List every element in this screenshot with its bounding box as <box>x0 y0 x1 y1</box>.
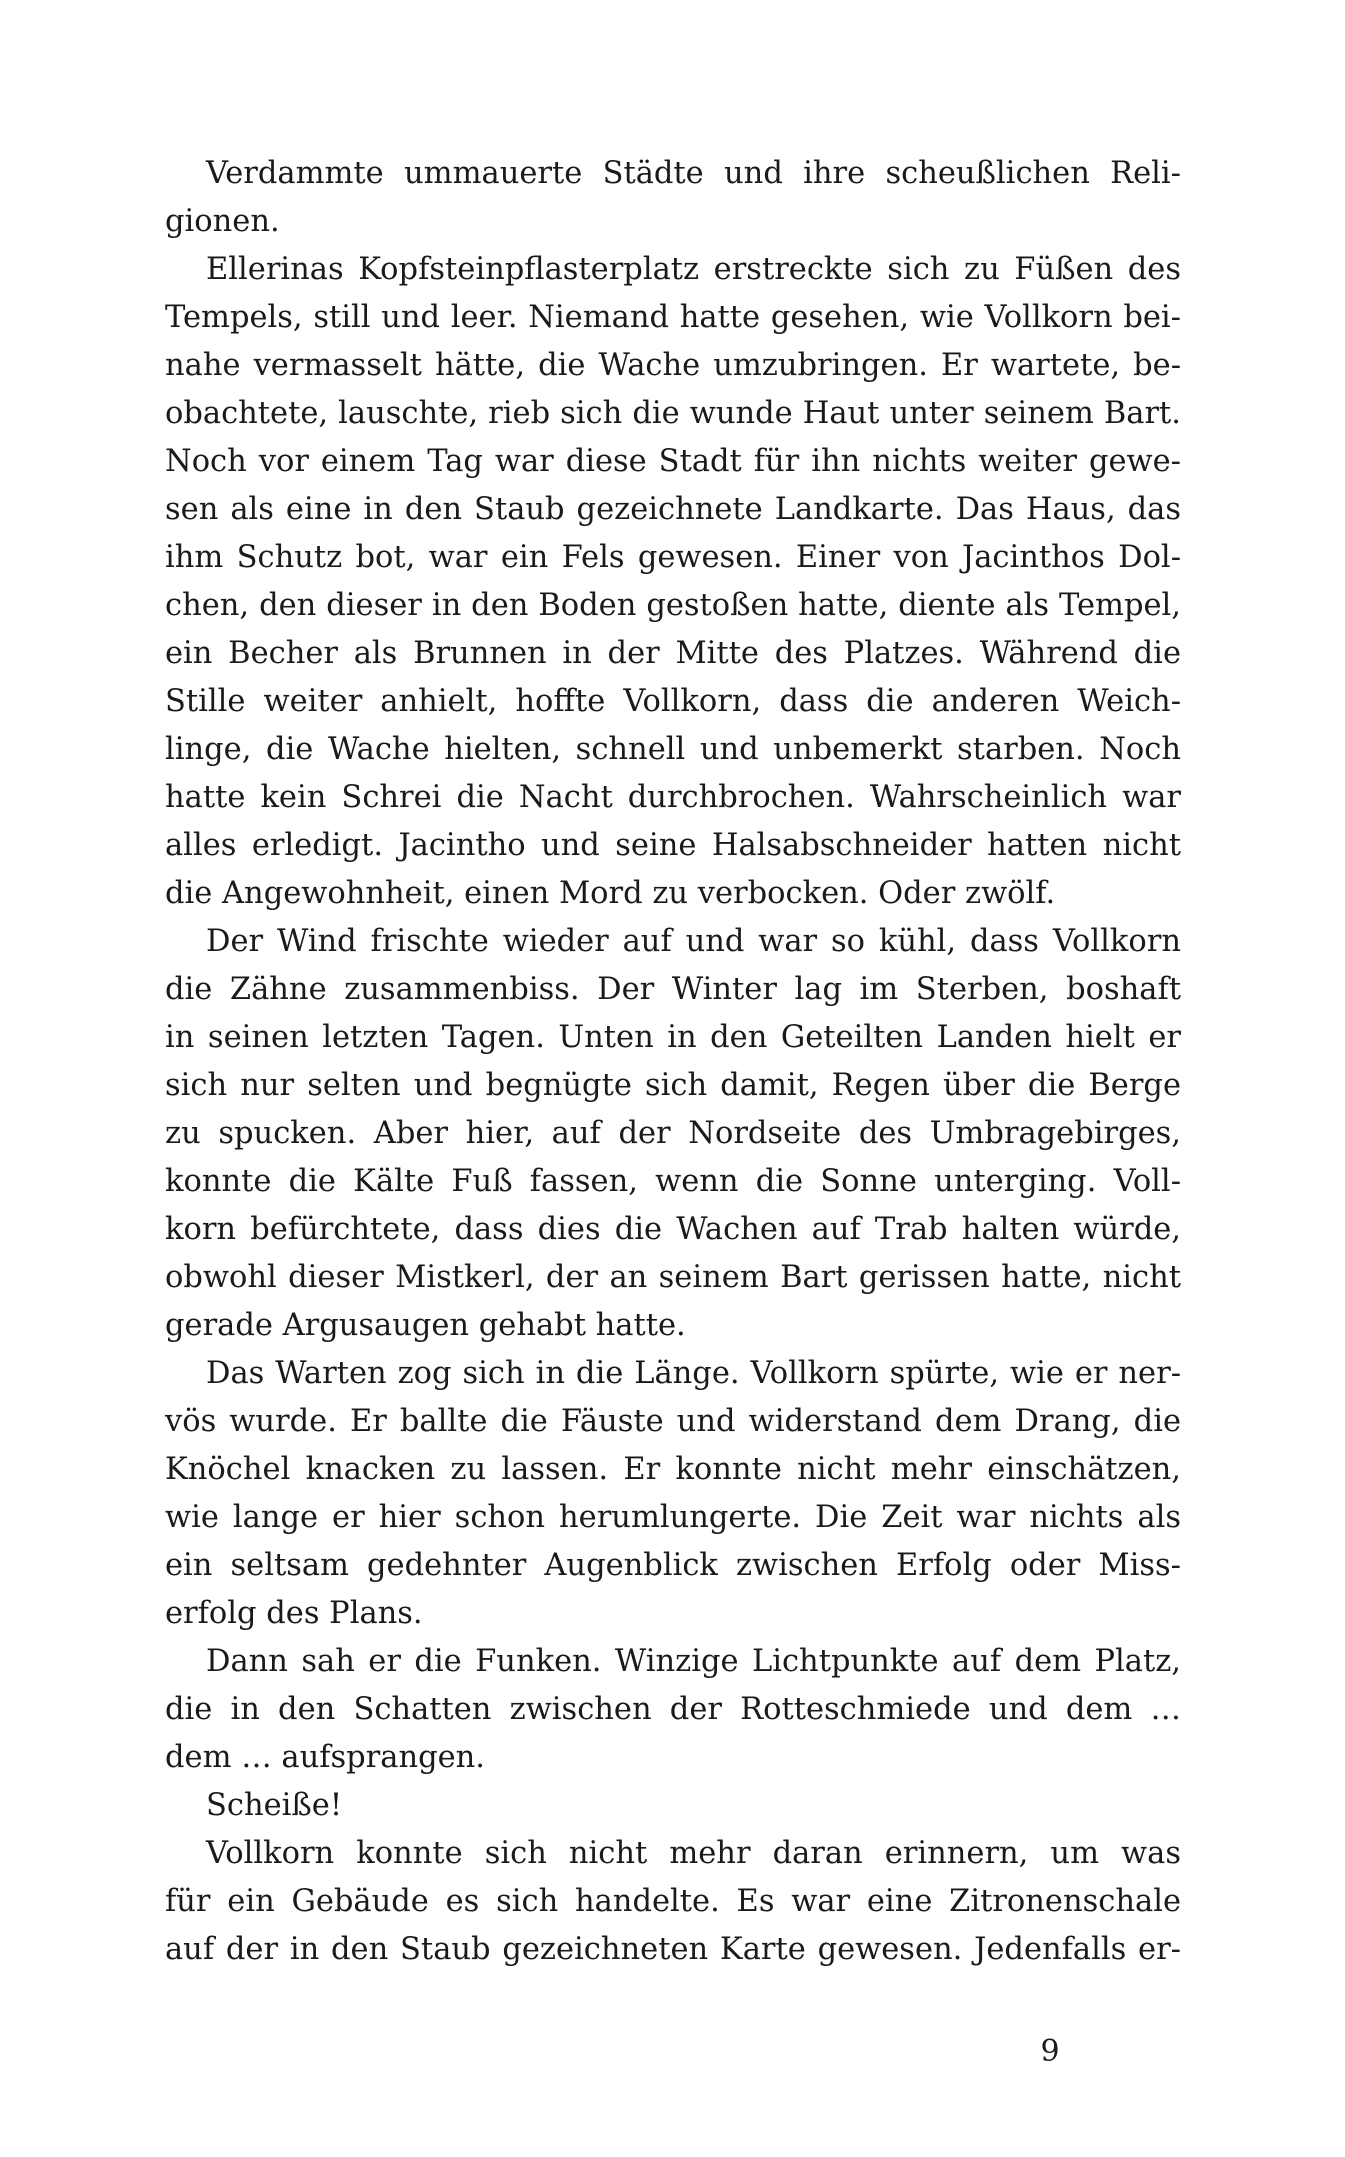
text-line: konnte die Kälte Fuß fassen, wenn die Sonne unterging. Voll- <box>165 1164 1181 1199</box>
text-line: Scheiße! <box>206 1788 343 1823</box>
text-line: Knöchel knacken zu lassen. Er konnte nicht mehr einschätzen, <box>165 1452 1181 1487</box>
text-line: Vollkorn konnte sich nicht mehr daran erinnern, um was <box>206 1836 1181 1871</box>
text-line: alles erledigt. Jacintho und seine Halsabschneider hatten nicht <box>165 828 1181 863</box>
text-line: Das Warten zog sich in die Länge. Vollkorn spürte, wie er ner- <box>206 1356 1181 1391</box>
text-line: sich nur selten und begnügte sich damit, Regen über die Berge <box>165 1068 1181 1103</box>
text-line: nahe vermasselt hätte, die Wache umzubringen. Er wartete, be- <box>165 348 1181 383</box>
text-line: linge, die Wache hielten, schnell und unbemerkt starben. Noch <box>165 732 1181 767</box>
text-line: die Zähne zusammenbiss. Der Winter lag im Sterben, boshaft <box>165 972 1181 1007</box>
body-text <box>165 150 1181 1974</box>
text-line: Stille weiter anhielt, hoffte Vollkorn, dass die anderen Weich- <box>165 684 1181 719</box>
text-line: Verdammte ummauerte Städte und ihre scheußlichen Reli- <box>206 156 1181 191</box>
page-number: 9 <box>1040 2034 1060 2069</box>
text-line: wie lange er hier schon herumlungerte. Die Zeit war nichts als <box>165 1500 1181 1535</box>
text-line: auf der in den Staub gezeichneten Karte gewesen. Jedenfalls er- <box>165 1932 1181 1967</box>
text-line: gerade Argusaugen gehabt hatte. <box>165 1308 686 1343</box>
text-line: Tempels, still und leer. Niemand hatte gesehen, wie Vollkorn bei- <box>165 300 1181 335</box>
text-line: ihm Schutz bot, war ein Fels gewesen. Einer von Jacinthos Dol- <box>165 540 1181 575</box>
text-line: Ellerinas Kopfsteinpflasterplatz erstreckte sich zu Füßen des <box>206 252 1181 287</box>
text-line: erfolg des Plans. <box>165 1596 423 1631</box>
text-line: für ein Gebäude es sich handelte. Es war eine Zitronenschale <box>165 1884 1181 1919</box>
text-line: obwohl dieser Mistkerl, der an seinem Bart gerissen hatte, nicht <box>165 1260 1181 1295</box>
text-line: gionen. <box>165 204 280 239</box>
text-line: zu spucken. Aber hier, auf der Nordseite des Umbragebirges, <box>165 1116 1181 1151</box>
text-line: Noch vor einem Tag war diese Stadt für ihn nichts weiter gewe- <box>165 444 1181 479</box>
text-line: dem … aufsprangen. <box>165 1740 485 1775</box>
text-line: chen, den dieser in den Boden gestoßen hatte, diente als Tempel, <box>165 588 1181 623</box>
text-line: ein Becher als Brunnen in der Mitte des Platzes. Während die <box>165 636 1181 671</box>
text-line: die Angewohnheit, einen Mord zu verbocken. Oder zwölf. <box>165 876 1056 911</box>
text-line: korn befürchtete, dass dies die Wachen auf Trab halten würde, <box>165 1212 1181 1247</box>
text-line: hatte kein Schrei die Nacht durchbrochen. Wahrscheinlich war <box>165 780 1181 815</box>
text-line: obachtete, lauschte, rieb sich die wunde Haut unter seinem Bart. <box>165 396 1181 431</box>
text-line: die in den Schatten zwischen der Rotteschmiede und dem … <box>165 1692 1181 1727</box>
text-line: Dann sah er die Funken. Winzige Lichtpunkte auf dem Platz, <box>206 1644 1181 1679</box>
text-line: sen als eine in den Staub gezeichnete Landkarte. Das Haus, das <box>165 492 1181 527</box>
text-line: in seinen letzten Tagen. Unten in den Geteilten Landen hielt er <box>165 1020 1181 1055</box>
text-line: Der Wind frischte wieder auf und war so kühl, dass Vollkorn <box>206 924 1181 959</box>
text-line: ein seltsam gedehnter Augenblick zwischen Erfolg oder Miss- <box>165 1548 1181 1583</box>
text-line: vös wurde. Er ballte die Fäuste und widerstand dem Drang, die <box>165 1404 1181 1439</box>
